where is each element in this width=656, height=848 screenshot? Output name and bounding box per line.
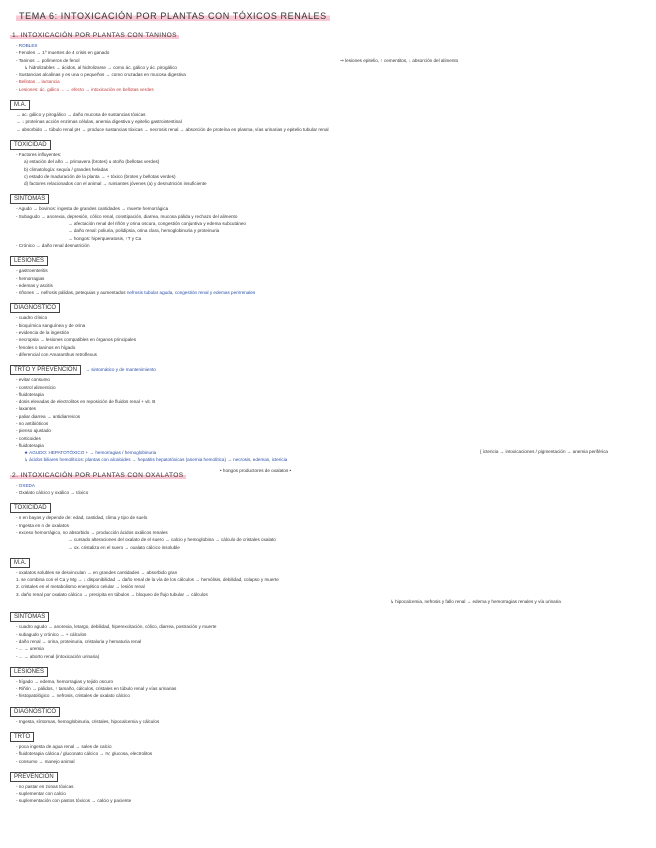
- section-box-diagnostico-2: DIAGNÓSTICO: [10, 707, 60, 717]
- note-line: - Factores influyentes:: [16, 151, 62, 157]
- side-note: • hongos productores de oxalatos •: [220, 467, 292, 473]
- note-line: - subagudo y crónico → + cálculos: [16, 631, 87, 637]
- side-note: { ictericia → intoxicaciones / pigmentación → anemia periférica: [480, 449, 608, 455]
- note-line: → ↓ proteínas acción enzimas células, anemia digestiva y epitelio gastrointestinal: [16, 119, 182, 125]
- section-box-lesiones-2: LESIONES: [10, 667, 48, 677]
- note-line: - consumo → manejo animal: [16, 758, 75, 764]
- note-line: - Agudo → bovinos: ingesta de grandes cantidades → muerte hemorrágica: [16, 206, 169, 212]
- note-line: - hígado → edema, hemorragias y tejido oscuro: [16, 678, 114, 684]
- section-box-ma-2: M.A.: [10, 558, 30, 568]
- page-title: TEMA 6: INTOXICACIÓN POR PLANTAS CON TÓXICOS RENALES: [16, 11, 330, 21]
- note-line: - cuadro clínico: [16, 315, 48, 321]
- note-line: - OXEDA: [16, 482, 35, 488]
- note-line: 2. cristales en el metabolismo energético celular → lesión renal: [16, 584, 145, 590]
- note-line: → cursado alteraciones del oxalato de el suero → calcio y hemoglobina → cálculo de cristales oxalato: [68, 537, 276, 543]
- note-line: - control alimenticio: [16, 384, 56, 390]
- note-line: - diferencial con Amaranthus retroflexus: [16, 351, 97, 357]
- note-line: - ROBLES: [16, 43, 38, 48]
- note-line: - Ingesta en n de oxalatos: [16, 522, 69, 528]
- notes-page: [10, 6, 650, 805]
- note-line: c) estado de maduración de la planta → + tóxico (brotes y bellotas verdes): [24, 173, 176, 179]
- blue-note: → sintomático y de mantenimiento: [85, 367, 156, 373]
- note-line: - suplementación con pastos tóxicos → calcio y paciente: [16, 798, 132, 804]
- note-line: - fluidoterapia: [16, 391, 44, 397]
- note-line: - fluidoterapia cálcica / gluconato cálcico → IV, glucosa, electrolitos: [16, 751, 153, 757]
- note-line: - corticoides: [16, 435, 41, 441]
- note-line: - Lesiones: ác. gálico ... → efecto → intoxicación en bellotas verdes: [16, 86, 154, 92]
- note-line: → ac. gálico y pirogálico → daño mucosa de sustancias tóxicas: [16, 112, 146, 118]
- note-line: - evidencia de la ingestión: [16, 330, 70, 336]
- section-box-tratamiento: TRTO Y PREVENCIÓN: [10, 365, 81, 375]
- note-line: - Fenoles → 1º muertes de 4 crisis en ganado: [16, 50, 110, 56]
- note-line: ↳ hipocalcemia, nefrosis y fallo renal → edema y hemorragias renales y vía urinaria: [390, 599, 561, 605]
- note-line: - fluidoterapia: [16, 442, 44, 448]
- note-line: → absorbido → túbulo renal pH → produce sustancias tóxicas → necrosis renal → absorción de proteína en plasma, vías urinarias y epitelio tubular renal: [16, 126, 329, 132]
- note-line: 3. daño renal por oxalato cálcico → precipita en túbulos → bloqueo de flujo tubular → cálculos: [16, 591, 208, 597]
- note-line: - dosis elevadas de electrolitos en reposición de fluidos renal + vit. B: [16, 399, 156, 405]
- section-box-sintomas: SÍNTOMAS: [10, 194, 49, 204]
- note-line: ★ AGUDO: HEPATOTÓXICO + → hemorragias / hemoglobinuria: [24, 450, 157, 456]
- note-line: 1. se combina con el Ca y Mg → ↓ disponibilidad → daño renal de la vía de los cálculos → hemólisis, debilidad, colapso y muerte: [16, 577, 279, 583]
- note-line: → daño renal: poliuria, polidipsia, orina clara, hemoglobinuria y proteinuria: [68, 228, 220, 234]
- note-line: - necropsia → lesiones compatibles en órganos principales: [16, 337, 137, 343]
- note-line: - cuadro agudo → anorexia, letargo, debilidad, hiperexcitación, cólico, diarrea, postración y muerte: [16, 624, 217, 630]
- note-line: - laxantes: [16, 406, 36, 412]
- note-line: - gastroenteritis: [16, 268, 48, 274]
- section-box-ma: M.A.: [10, 100, 30, 110]
- note-line: - histopatológico → nefrosis, cristales de oxalato cálcico: [16, 693, 130, 699]
- note-line: → afectación renal del riñón y orina oscura, congestión conjuntiva y edema subcutáneo: [68, 221, 246, 227]
- note-line: - Oxalato cálcico y oxálico → tóxico: [16, 490, 89, 496]
- note-line: - evitar consumo: [16, 377, 50, 383]
- note-line: → ox. cristaliza en el suero → oxalato cálcico insoluble: [68, 544, 180, 550]
- section-box-toxicidad: TOXICIDAD: [10, 140, 51, 150]
- note-line: - fenoles o taninos en hígado: [16, 344, 76, 350]
- note-line: b) climatología: sequía / grandes heladas: [24, 166, 109, 172]
- note-line: ↳ ácidos biliares hemolíticos: plantas con alcaloides → hepatitis hepatotóxicas (anemia hemolítica) → necrosis, edemas, ictericia: [24, 457, 288, 463]
- section-box-diagnostico: DIAGNÓSTICO: [10, 303, 60, 313]
- blue-note: nefrosis tubular aguda, congestión renal y edemas perirrenales: [126, 290, 256, 296]
- section-box-prevencion-2: PREVENCIÓN: [10, 772, 58, 782]
- note-line: - ... → uremia: [16, 646, 44, 652]
- note-line: - edemas y ascitis: [16, 282, 53, 288]
- note-line: - Ingesta, síntomas, hemoglobinuria, cristales, hipocalcemia y cálculos: [16, 718, 160, 724]
- note-line: a) estación del año → primavera (brotes) u otoño (bellotas verdes): [24, 159, 160, 165]
- note-line: - no pastar en zonas tóxicas: [16, 783, 74, 789]
- note-line: - Crónico → daño renal desnutrición: [16, 242, 90, 248]
- note-line: - Bellotas ... lactancia: [16, 79, 60, 85]
- note-line: d) factores relacionados con el animal → rumiantes jóvenes (a) y desnutrición insuficiente: [24, 181, 207, 187]
- note-line: - hemorragias: [16, 275, 45, 281]
- section-box-sintomas-2: SÍNTOMAS: [10, 612, 49, 622]
- note-line: - poca ingesta de agua renal → sales de calcio: [16, 744, 112, 749]
- note-line: - n en bayas y depende de: edad, cantidad, clima y tipo de suelo: [16, 515, 148, 521]
- section-box-toxicidad-2: TOXICIDAD: [10, 503, 51, 513]
- note-line: - ... → aborto renal (intoxicación urinaria): [16, 653, 100, 659]
- note-line: - Subagudo → anorexia, depresión, cólico renal, constipación, diarrea, mucosa pálida y rechazo del alimento: [16, 213, 238, 219]
- note-line: ↳ hidrolizables → ácidos, al hidrolizarse → como ác. gálico y ác. pirogálico: [24, 64, 177, 70]
- note-line: - suplementar con calcio: [16, 791, 66, 797]
- section-heading-oxalatos: 2. INTOXICACIÓN POR PLANTAS CON OXALATOS: [12, 471, 184, 479]
- section-box-trto-2: TRTO: [10, 732, 34, 742]
- note-line: - daño renal → orina, proteinuria, cristaluria y hematuria renal: [16, 638, 142, 644]
- note-line: → hongos: hiperqueratosis, ↑T y Ca: [68, 235, 142, 241]
- section-heading-taninos: 1. INTOXICACIÓN POR PLANTAS CON TANINOS: [12, 32, 177, 39]
- section-box-lesiones: LESIONES: [10, 256, 48, 266]
- note-line: - oxalatos solubles se desvinculan → en grandes cantidades → absorbido gran: [16, 569, 178, 575]
- note-text: - riñones → nefrosis pálidas, petequias y aumentados: [16, 290, 126, 296]
- note-line: - exceso hemorrágico, no absorbido → producción ácidos oxálicos renales: [16, 529, 168, 535]
- note-line: - Taninos → polímeros de fenol: [16, 57, 80, 63]
- note-line: - no antibióticos: [16, 420, 49, 426]
- note-line: - pienso ajustado: [16, 428, 51, 434]
- note-line: - paliar diarrea → antidiarreicos: [16, 413, 81, 419]
- note-line: - Riñón → pálidos, ↑ tamaño, cálculos, cristales en túbulo renal y vías urinarias: [16, 686, 177, 692]
- side-note: ⇒ lesiones epitelio, ↑ cementitos, ↓ absorción del alimento: [340, 58, 459, 63]
- note-line: [10, 289, 650, 296]
- note-line: - bioquímica sanguínea y de orina: [16, 322, 86, 328]
- note-line: - Sustancias alcalinas y es una o pequeños → como cruzadas en mucosa digestiva: [16, 72, 186, 78]
